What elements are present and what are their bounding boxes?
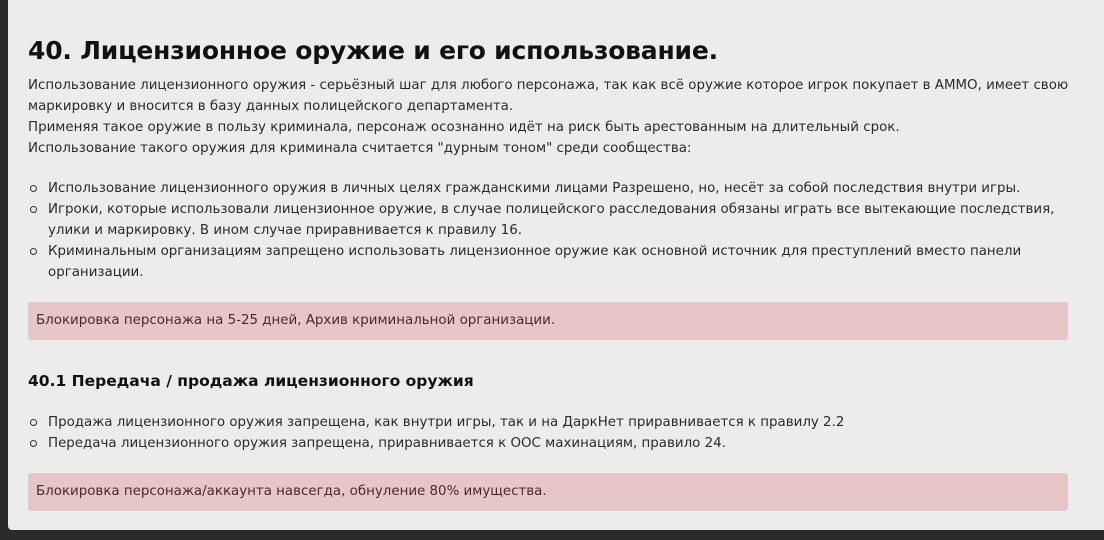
rules-panel (8, 0, 1104, 530)
intro-paragraph: Использование такого оружия для криминала считается "дурным тоном" среди сообщества: (28, 141, 692, 156)
subsection-title: 40.1 Передача / продажа лицензионного оружия (28, 372, 474, 390)
rule-item: Криминальным организациям запрещено использовать лицензионное оружие как основной источник для преступлений вместо панели организации. (28, 241, 1078, 283)
rule-item: Игроки, которые использовали лицензионное оружие, в случае полицейского расследования обязаны играть все вытекающие последствия, улики и маркировку. В ином случае приравнивается к правилу 16. (28, 199, 1078, 241)
rule-item: Передача лицензионного оружия запрещена, приравнивается к ООС махинациям, правило 24. (28, 433, 1078, 454)
section-rules-list (28, 178, 1078, 283)
rule-item: Использование лицензионного оружия в личных целях гражданскими лицами Разрешено, но, несёт за собой последствия внутри игры. (28, 178, 1078, 199)
intro-paragraph: Применяя такое оружие в пользу криминала, персонаж осознанно идёт на риск быть арестованным на длительный срок. (28, 120, 900, 135)
section-intro (28, 75, 1078, 159)
subsection-rules-list (28, 412, 1078, 454)
penalty-alert: Блокировка персонажа на 5-25 дней, Архив криминальной организации. (28, 302, 1068, 340)
section-title: 40. Лицензионное оружие и его использование. (28, 36, 718, 65)
penalty-alert: Блокировка персонажа/аккаунта навсегда, обнуление 80% имущества. (28, 473, 1068, 511)
intro-paragraph: Использование лицензионного оружия - серьёзный шаг для любого персонажа, так как всё оружие которое игрок покупает в AMMO, имеет свою маркировку и вносится в базу данных полицейского департамента. (28, 78, 1069, 114)
rule-item: Продажа лицензионного оружия запрещена, как внутри игры, так и на ДаркНет приравнивается к правилу 2.2 (28, 412, 1078, 433)
